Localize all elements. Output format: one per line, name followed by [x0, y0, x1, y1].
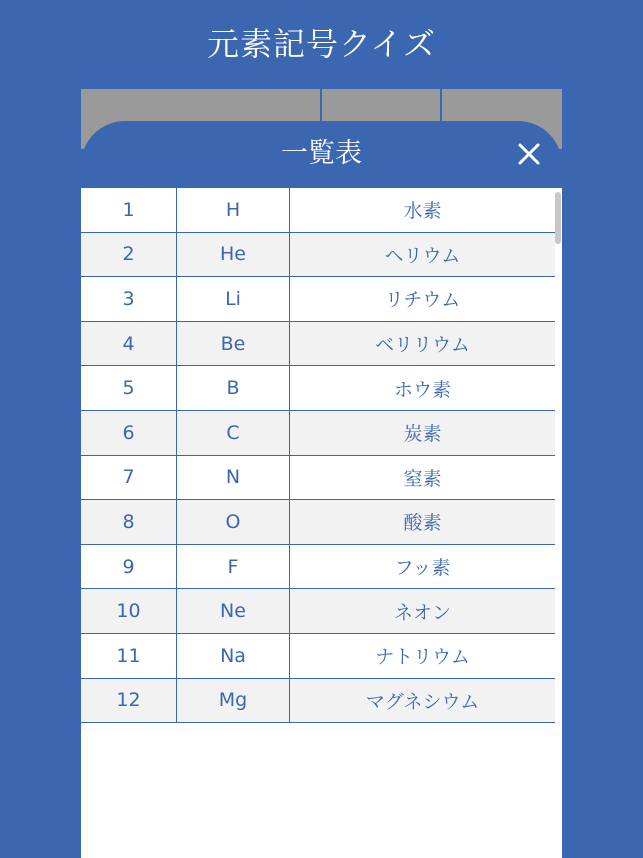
- element-symbol: Na: [177, 634, 290, 678]
- element-name: 酸素: [403, 512, 442, 535]
- element-symbol: Ne: [177, 589, 290, 633]
- app-title: 元素記号クイズ: [206, 25, 437, 63]
- element-name: ベリリウム: [375, 334, 470, 357]
- element-name: リチウム: [384, 289, 461, 312]
- table-row[interactable]: [81, 233, 555, 278]
- element-name: マグネシウム: [365, 690, 480, 713]
- element-symbol: O: [177, 500, 290, 544]
- element-number: 2: [81, 233, 177, 277]
- element-list-modal: [81, 121, 562, 858]
- element-name: フッ素: [394, 557, 451, 580]
- element-symbol: B: [177, 366, 290, 410]
- element-name: ヘリウム: [384, 244, 461, 267]
- element-number: 12: [81, 679, 177, 723]
- element-name: ナトリウム: [375, 646, 470, 669]
- element-symbol: N: [177, 456, 290, 500]
- element-symbol: Mg: [177, 679, 290, 723]
- element-number: 6: [81, 411, 177, 455]
- table-row[interactable]: [81, 545, 555, 590]
- element-name: 炭素: [403, 423, 442, 446]
- table-row[interactable]: [81, 411, 555, 456]
- element-symbol: Li: [177, 277, 290, 321]
- table-row[interactable]: [81, 634, 555, 679]
- table-row[interactable]: [81, 456, 555, 501]
- element-number: 1: [81, 188, 177, 232]
- table-row[interactable]: [81, 322, 555, 367]
- close-icon: [513, 138, 545, 170]
- element-number: 11: [81, 634, 177, 678]
- element-number: 5: [81, 366, 177, 410]
- element-name: 窒素: [403, 467, 442, 490]
- element-number: 8: [81, 500, 177, 544]
- scrollbar-thumb[interactable]: [555, 192, 561, 244]
- table-row[interactable]: [81, 277, 555, 322]
- table-row[interactable]: [81, 188, 555, 233]
- modal-header: [81, 121, 562, 188]
- element-table: [81, 188, 555, 723]
- table-row[interactable]: [81, 679, 555, 724]
- element-name: 水素: [403, 200, 442, 223]
- table-row[interactable]: [81, 589, 555, 634]
- element-number: 7: [81, 456, 177, 500]
- element-symbol: C: [177, 411, 290, 455]
- element-name: ホウ素: [393, 378, 451, 401]
- element-name: ネオン: [393, 601, 451, 624]
- element-symbol: Be: [177, 322, 290, 366]
- element-symbol: He: [177, 233, 290, 277]
- element-number: 9: [81, 545, 177, 589]
- element-number: 4: [81, 322, 177, 366]
- close-button[interactable]: [513, 138, 545, 170]
- modal-body[interactable]: [81, 188, 562, 858]
- element-symbol: H: [177, 188, 290, 232]
- element-symbol: F: [177, 545, 290, 589]
- table-row[interactable]: [81, 500, 555, 545]
- table-row[interactable]: [81, 366, 555, 411]
- element-number: 3: [81, 277, 177, 321]
- element-number: 10: [81, 589, 177, 633]
- modal-title: 一覧表: [281, 138, 362, 169]
